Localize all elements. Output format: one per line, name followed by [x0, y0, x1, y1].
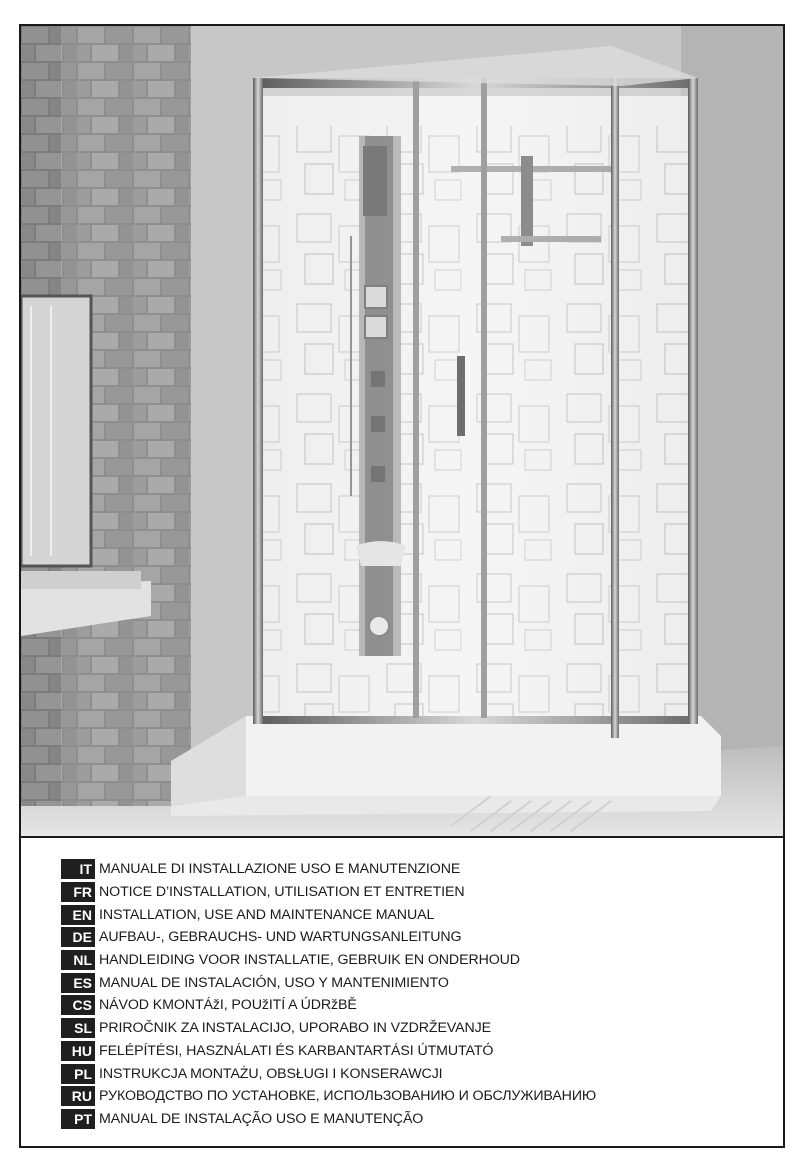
language-title-list	[61, 858, 596, 1130]
language-row-de	[61, 926, 596, 949]
shower-cabin-illustration	[21, 26, 783, 836]
language-code: PL	[61, 1064, 95, 1084]
language-code: IT	[61, 859, 95, 879]
manual-title: HANDLEIDING VOOR INSTALLATIE, GEBRUIK EN ONDERHOUD	[99, 952, 520, 969]
language-row-it	[61, 858, 596, 881]
language-code: SL	[61, 1018, 95, 1038]
manual-title: PRIROČNIK ZA INSTALACIJO, UPORABO IN VZDRŽEVANJE	[99, 1020, 491, 1037]
language-row-sl	[61, 1017, 596, 1040]
manual-title: РУКОВОДСТВО ПО УСТАНОВКЕ, ИСПОЛЬЗОВАНИЮ И ОБСЛУЖИВАНИЮ	[99, 1088, 597, 1105]
manual-title: MANUAL DE INSTALACIÓN, USO Y MANTENIMIENTO	[99, 974, 449, 991]
language-row-hu	[61, 1040, 596, 1063]
manual-title: AUFBAU-, GEBRAUCHS- UND WARTUNGSANLEITUNG	[99, 929, 462, 946]
language-code: RU	[61, 1086, 95, 1106]
manual-title: INSTALLATION, USE AND MAINTENANCE MANUAL	[99, 906, 435, 923]
language-code: ES	[61, 973, 95, 993]
language-code: FR	[61, 882, 95, 902]
manual-title: MANUALE DI INSTALLAZIONE USO E MANUTENZIONE	[99, 861, 461, 878]
manual-title: INSTRUKCJA MONTAŻU, OBSŁUGI I KONSERAWCJI	[99, 1065, 443, 1082]
language-row-fr	[61, 881, 596, 904]
language-row-pl	[61, 1062, 596, 1085]
shower-cabin-photo	[21, 26, 783, 838]
manual-title: MANUAL DE INSTALAÇÃO USO E MANUTENÇÃO	[99, 1110, 424, 1127]
cover-frame	[19, 24, 785, 1148]
language-code: PT	[61, 1109, 95, 1129]
language-row-cs	[61, 994, 596, 1017]
language-code: DE	[61, 927, 95, 947]
language-row-pt	[61, 1108, 596, 1131]
language-code: EN	[61, 905, 95, 925]
language-code: CS	[61, 995, 95, 1015]
manual-title: NOTICE D’INSTALLATION, UTILISATION ET ENTRETIEN	[99, 884, 465, 901]
language-row-en	[61, 903, 596, 926]
manual-title: NÁVOD KMONTÁžI, POUžITÍ A ÚDRžBĚ	[99, 997, 357, 1014]
language-code: NL	[61, 950, 95, 970]
language-row-nl	[61, 949, 596, 972]
manual-title: FELÉPÍTÉSI, HASZNÁLATI ÉS KARBANTARTÁSI ÚTMUTATÓ	[99, 1042, 494, 1059]
language-row-es	[61, 971, 596, 994]
language-row-ru	[61, 1085, 596, 1108]
language-code: HU	[61, 1041, 95, 1061]
